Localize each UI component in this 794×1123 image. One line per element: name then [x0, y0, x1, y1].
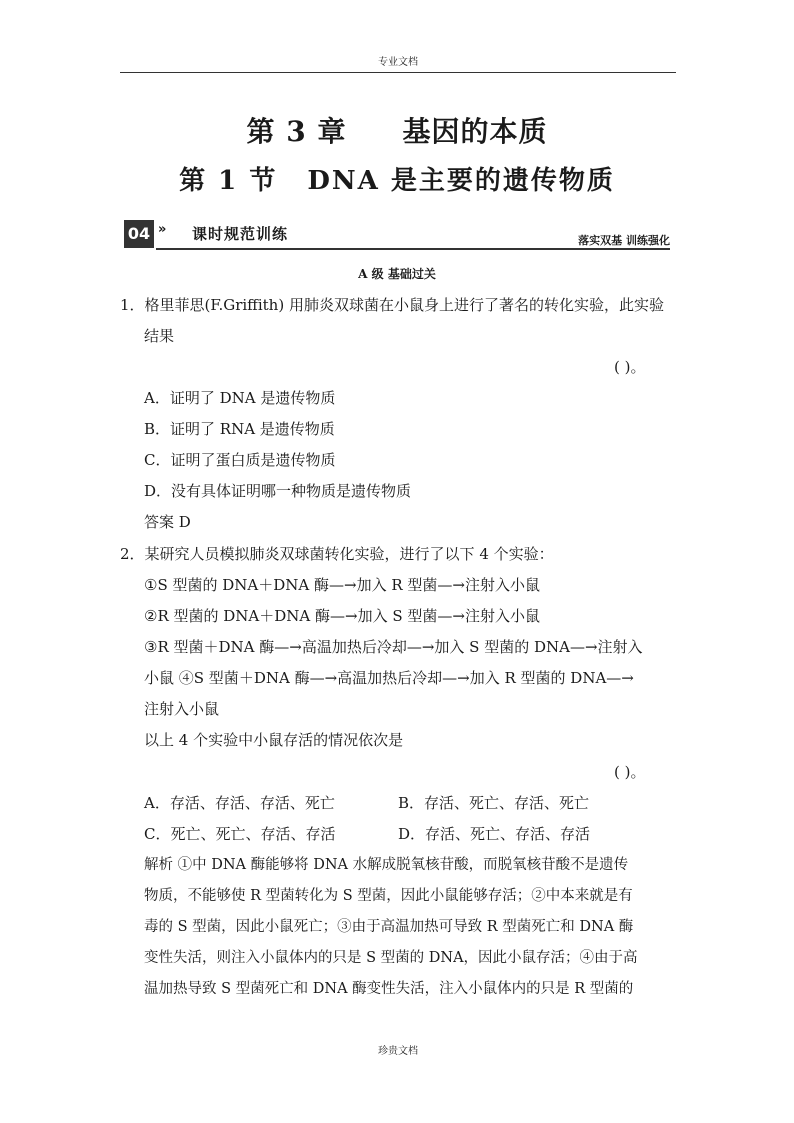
q1-option-d: D．没有具体证明哪一种物质是遗传物质 [144, 482, 412, 500]
q2-experiment-4-end: 注射入小鼠 [144, 700, 220, 718]
q2-option-b: B．存活、死亡、存活、死亡 [398, 794, 590, 812]
chevron-right-icon: » [158, 222, 167, 237]
section-name: DNA 是主要的遗传物质 [307, 166, 615, 196]
q2-experiment-1: ①S 型菌的 DNA＋DNA 酶—→加入 R 型菌—→注射入小鼠 [144, 576, 540, 594]
banner-slogan: 落实双基 训练强化 [578, 234, 670, 247]
q2-analysis-line-5: 温加热导致 S 型菌死亡和 DNA 酶变性失活，注入小鼠体内的只是 R 型菌的 [144, 981, 634, 997]
banner-title: 课时规范训练 [192, 225, 289, 243]
page-header: 专业文档 [120, 54, 676, 73]
q2-answer-blank: ( )。 [614, 763, 646, 781]
q2-option-a: A．存活、存活、存活、死亡 [144, 794, 335, 812]
banner-rule [156, 248, 670, 250]
q2-line-1: 2．某研究人员模拟肺炎双球菌转化实验，进行了以下 4 个实验： [120, 545, 554, 563]
q1-answer-blank: ( )。 [614, 358, 646, 376]
practice-banner [124, 220, 670, 250]
q1-line-1: 1．格里菲思(F.Griffith) 用肺炎双球菌在小鼠身上进行了著名的转化实验，此实验 [120, 296, 664, 314]
banner-number-badge: 04 [124, 220, 154, 248]
q2-analysis-line-4: 变性失活，则注入小鼠体内的只是 S 型菌的 DNA，因此小鼠存活；④由于高 [144, 950, 638, 966]
q1-line-2: 结果 [144, 327, 175, 345]
q1-answer: 答案 D [144, 513, 191, 531]
q1-option-c: C．证明了蛋白质是遗传物质 [144, 451, 336, 469]
q2-option-d: D．存活、死亡、存活、存活 [398, 825, 591, 843]
chapter-number: 第 3 章 [246, 115, 347, 148]
q2-experiment-2: ②R 型菌的 DNA＋DNA 酶—→加入 S 型菌—→注射入小鼠 [144, 607, 540, 625]
section-title [0, 160, 794, 197]
q2-analysis-line-1: 解析 ①中 DNA 酶能够将 DNA 水解成脱氧核苷酸，而脱氧核苷酸不是遗传 [144, 857, 629, 873]
page-footer: 珍贵文档 [378, 1046, 418, 1057]
q2-analysis-line-3: 毒的 S 型菌，因此小鼠死亡；③由于高温加热可导致 R 型菌死亡和 DNA 酶 [144, 919, 634, 935]
q2-analysis-line-2: 物质，不能够使 R 型菌转化为 S 型菌，因此小鼠能够存活；②中本来就是有 [144, 888, 633, 904]
section-number: 第 1 节 [179, 166, 278, 196]
q1-option-b: B．证明了 RNA 是遗传物质 [144, 420, 335, 438]
q2-experiment-3: ③R 型菌＋DNA 酶—→高温加热后冷却—→加入 S 型菌的 DNA—→注射入 [144, 638, 643, 656]
q2-stem: 以上 4 个实验中小鼠存活的情况依次是 [144, 731, 404, 749]
q1-option-a: A．证明了 DNA 是遗传物质 [144, 389, 336, 407]
chapter-title [0, 110, 794, 150]
q2-option-c: C．死亡、死亡、存活、存活 [144, 825, 336, 843]
chapter-name: 基因的本质 [402, 115, 548, 148]
level-heading: A 级 基础过关 [358, 267, 436, 281]
q2-experiment-3-4: 小鼠 ④S 型菌＋DNA 酶—→高温加热后冷却—→加入 R 型菌的 DNA—→ [144, 669, 634, 687]
